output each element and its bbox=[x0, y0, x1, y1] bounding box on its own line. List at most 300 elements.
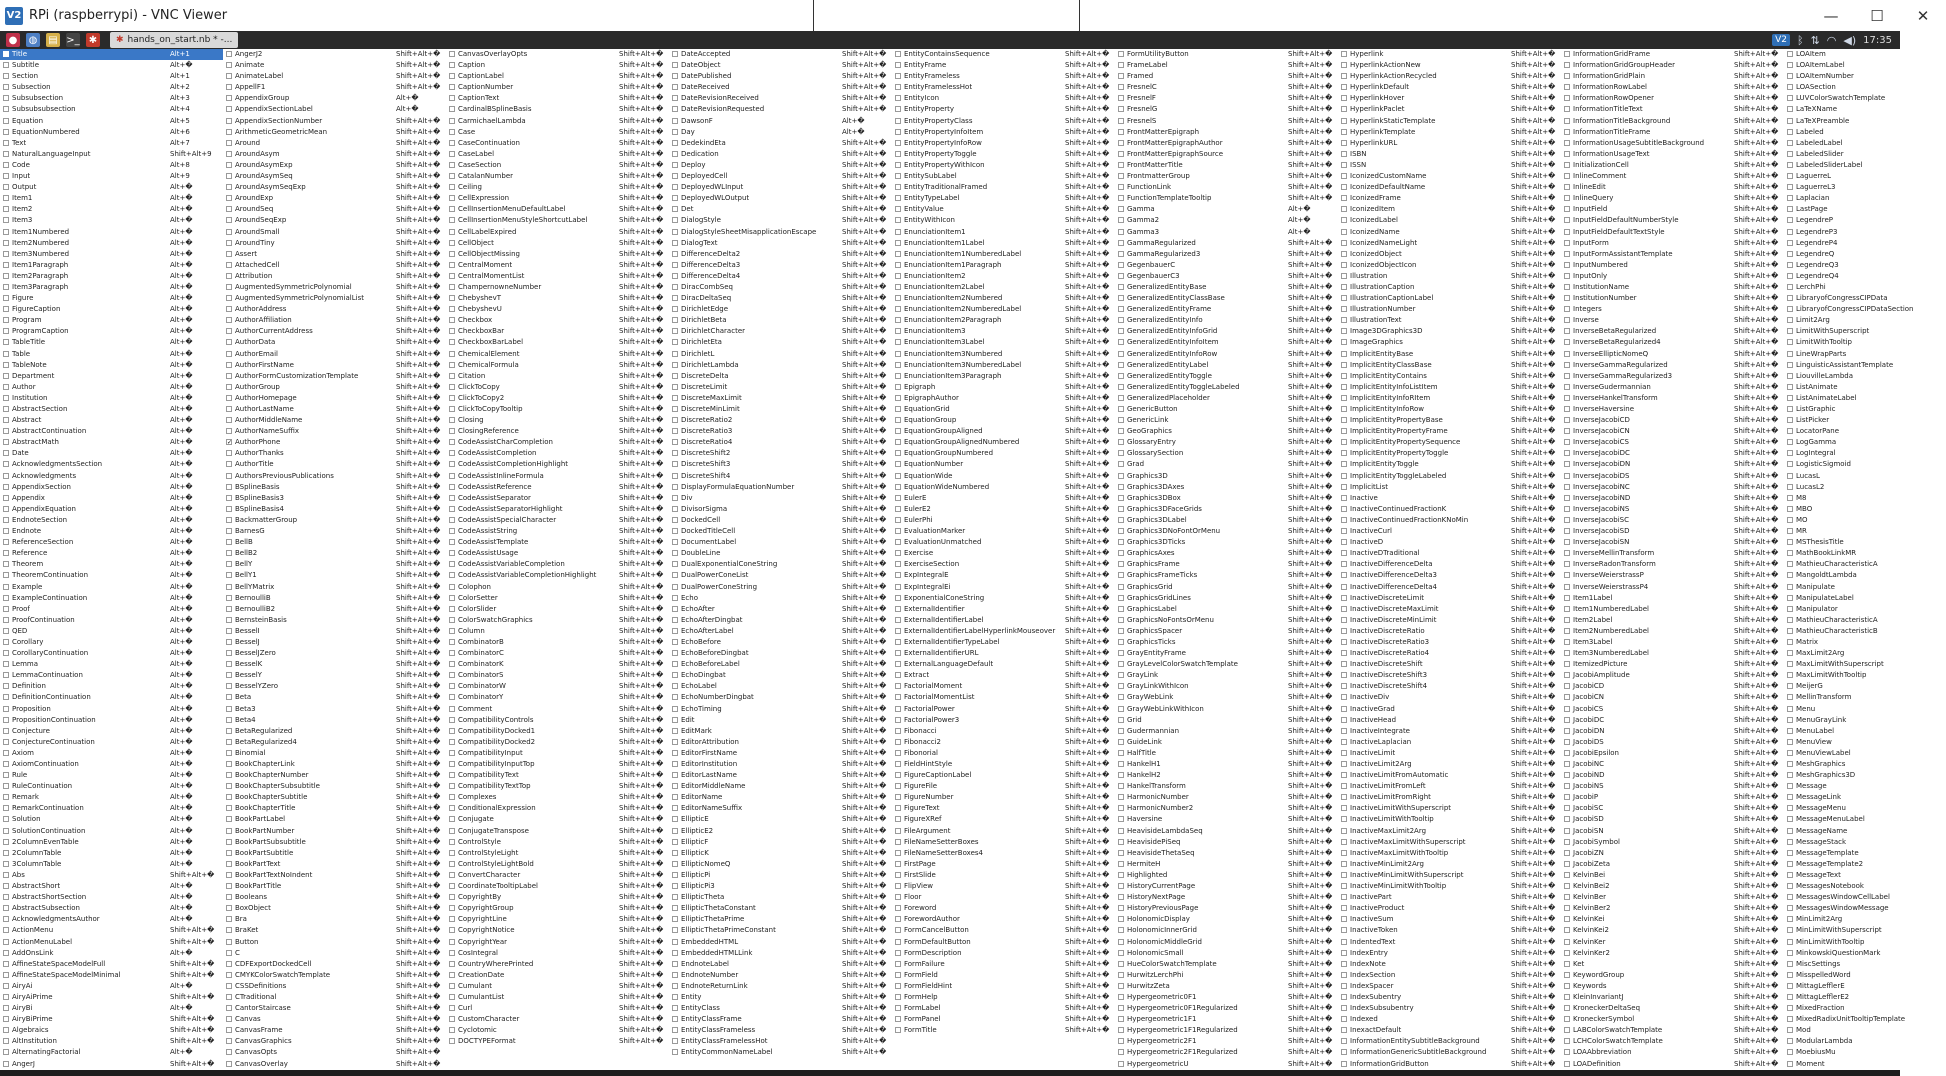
style-menu-item[interactable] bbox=[1561, 315, 1784, 326]
style-menu-item[interactable] bbox=[1338, 615, 1561, 626]
style-menu-item[interactable] bbox=[1115, 404, 1338, 415]
style-menu-item[interactable] bbox=[0, 803, 223, 814]
style-menu-item[interactable] bbox=[1338, 870, 1561, 881]
style-menu-item[interactable] bbox=[1115, 526, 1338, 537]
style-menu-item[interactable] bbox=[0, 870, 223, 881]
style-menu-item[interactable] bbox=[0, 881, 223, 892]
style-menu-item[interactable] bbox=[892, 659, 1115, 670]
style-menu-item[interactable] bbox=[892, 537, 1115, 548]
style-menu-item[interactable] bbox=[1784, 360, 1900, 371]
style-menu-item[interactable] bbox=[892, 104, 1115, 115]
style-menu-item[interactable] bbox=[669, 681, 892, 692]
style-menu-item[interactable] bbox=[223, 504, 446, 515]
style-menu-item[interactable] bbox=[669, 437, 892, 448]
style-menu-item[interactable] bbox=[223, 848, 446, 859]
style-menu-item[interactable] bbox=[1784, 848, 1900, 859]
style-menu-item[interactable] bbox=[0, 604, 223, 615]
style-menu-item[interactable] bbox=[223, 459, 446, 470]
browser-icon[interactable]: ◍ bbox=[26, 33, 40, 47]
style-menu-item[interactable] bbox=[446, 737, 669, 748]
style-menu-item[interactable] bbox=[1338, 60, 1561, 71]
style-menu-item[interactable] bbox=[0, 848, 223, 859]
style-menu-item[interactable] bbox=[1338, 781, 1561, 792]
style-menu-item[interactable] bbox=[669, 559, 892, 570]
style-menu-item[interactable] bbox=[1115, 759, 1338, 770]
style-menu-item[interactable] bbox=[446, 626, 669, 637]
style-menu-item[interactable] bbox=[892, 881, 1115, 892]
style-menu-item[interactable] bbox=[223, 271, 446, 282]
style-menu-item[interactable] bbox=[0, 82, 223, 93]
style-menu-item[interactable] bbox=[892, 437, 1115, 448]
style-menu-item[interactable] bbox=[446, 726, 669, 737]
style-menu-item[interactable] bbox=[892, 726, 1115, 737]
style-menu-item[interactable] bbox=[892, 260, 1115, 271]
style-menu-item[interactable] bbox=[1784, 704, 1900, 715]
style-menu-item[interactable] bbox=[1338, 160, 1561, 171]
style-menu-item[interactable] bbox=[1338, 215, 1561, 226]
style-menu-item[interactable] bbox=[1115, 903, 1338, 914]
style-menu-item[interactable] bbox=[1338, 948, 1561, 959]
style-menu-item[interactable] bbox=[1338, 726, 1561, 737]
style-menu-item[interactable] bbox=[0, 93, 223, 104]
style-menu-item[interactable] bbox=[1338, 1059, 1561, 1070]
style-menu-item[interactable] bbox=[446, 604, 669, 615]
style-menu-item[interactable] bbox=[1784, 493, 1900, 504]
style-menu-item[interactable] bbox=[1561, 337, 1784, 348]
style-menu-item[interactable] bbox=[1561, 615, 1784, 626]
style-menu-item[interactable] bbox=[1115, 659, 1338, 670]
style-menu-item[interactable] bbox=[892, 448, 1115, 459]
style-menu-item[interactable] bbox=[223, 981, 446, 992]
style-menu-item[interactable] bbox=[1338, 903, 1561, 914]
style-menu-item[interactable] bbox=[223, 404, 446, 415]
style-menu-item[interactable] bbox=[1115, 914, 1338, 925]
style-menu-item[interactable] bbox=[1115, 981, 1338, 992]
style-menu-item[interactable] bbox=[1784, 149, 1900, 160]
style-menu-item[interactable] bbox=[446, 227, 669, 238]
style-menu-item[interactable] bbox=[669, 349, 892, 360]
style-menu-item[interactable] bbox=[1115, 681, 1338, 692]
style-menu-item[interactable] bbox=[1561, 548, 1784, 559]
bluetooth-icon[interactable]: ᛒ bbox=[1796, 33, 1804, 47]
style-menu-item[interactable] bbox=[0, 826, 223, 837]
style-menu-item[interactable] bbox=[223, 160, 446, 171]
style-menu-item[interactable] bbox=[1784, 138, 1900, 149]
style-menu-item[interactable] bbox=[1115, 537, 1338, 548]
style-menu-item[interactable] bbox=[669, 981, 892, 992]
style-menu-item[interactable] bbox=[446, 981, 669, 992]
style-menu-item[interactable] bbox=[223, 515, 446, 526]
style-menu-item[interactable] bbox=[1338, 1036, 1561, 1047]
style-menu-item[interactable] bbox=[1115, 992, 1338, 1003]
style-menu-item[interactable] bbox=[669, 204, 892, 215]
style-menu-item[interactable] bbox=[1561, 737, 1784, 748]
style-menu-item[interactable] bbox=[892, 737, 1115, 748]
style-menu-item[interactable] bbox=[669, 282, 892, 293]
style-menu-item[interactable] bbox=[1338, 959, 1561, 970]
style-menu-item[interactable] bbox=[669, 1014, 892, 1025]
style-menu-item[interactable] bbox=[446, 759, 669, 770]
style-menu-item[interactable] bbox=[1115, 814, 1338, 825]
style-menu-item[interactable] bbox=[446, 848, 669, 859]
style-menu-item[interactable] bbox=[892, 60, 1115, 71]
style-menu-item[interactable] bbox=[1784, 71, 1900, 82]
terminal-icon[interactable]: >_ bbox=[66, 34, 80, 46]
style-menu-item[interactable] bbox=[669, 959, 892, 970]
style-menu-item[interactable] bbox=[1784, 171, 1900, 182]
style-menu-item[interactable] bbox=[0, 992, 223, 1003]
style-menu-item[interactable] bbox=[1338, 604, 1561, 615]
style-menu-item[interactable] bbox=[1338, 692, 1561, 703]
style-menu-item[interactable] bbox=[1561, 792, 1784, 803]
style-menu-item[interactable] bbox=[1115, 459, 1338, 470]
style-menu-item[interactable] bbox=[669, 903, 892, 914]
style-menu-item[interactable] bbox=[446, 349, 669, 360]
style-menu-item[interactable] bbox=[446, 504, 669, 515]
style-menu-item[interactable] bbox=[1115, 82, 1338, 93]
style-menu-item[interactable] bbox=[669, 659, 892, 670]
style-menu-item[interactable] bbox=[1784, 870, 1900, 881]
style-menu-item[interactable] bbox=[1784, 903, 1900, 914]
style-menu-item[interactable] bbox=[892, 326, 1115, 337]
style-menu-item[interactable] bbox=[1115, 171, 1338, 182]
style-menu-item[interactable] bbox=[446, 792, 669, 803]
style-menu-item[interactable] bbox=[1338, 859, 1561, 870]
style-menu-item[interactable] bbox=[669, 337, 892, 348]
style-menu-item[interactable] bbox=[223, 127, 446, 138]
style-menu-item[interactable] bbox=[1784, 548, 1900, 559]
style-menu-item[interactable] bbox=[1561, 892, 1784, 903]
style-menu-item[interactable] bbox=[1115, 426, 1338, 437]
style-menu-item[interactable] bbox=[669, 315, 892, 326]
style-menu-item[interactable] bbox=[0, 149, 223, 160]
style-menu-item[interactable] bbox=[446, 171, 669, 182]
style-menu-item[interactable] bbox=[1338, 637, 1561, 648]
style-menu-item[interactable] bbox=[1115, 515, 1338, 526]
style-menu-item[interactable] bbox=[1115, 792, 1338, 803]
style-menu-item[interactable] bbox=[1115, 71, 1338, 82]
style-menu-item[interactable] bbox=[1338, 149, 1561, 160]
style-menu-item[interactable] bbox=[0, 471, 223, 482]
style-menu-item[interactable] bbox=[446, 293, 669, 304]
style-menu-item[interactable] bbox=[1115, 704, 1338, 715]
style-menu-item[interactable] bbox=[669, 371, 892, 382]
style-menu-item[interactable] bbox=[1338, 570, 1561, 581]
style-menu-item[interactable] bbox=[1784, 715, 1900, 726]
style-menu-item[interactable] bbox=[1784, 726, 1900, 737]
style-menu-item[interactable] bbox=[892, 826, 1115, 837]
style-menu-item[interactable] bbox=[1338, 482, 1561, 493]
style-menu-item[interactable] bbox=[223, 881, 446, 892]
style-menu-item[interactable] bbox=[446, 260, 669, 271]
style-menu-item[interactable] bbox=[1784, 504, 1900, 515]
style-menu-item[interactable] bbox=[892, 692, 1115, 703]
style-menu-item[interactable] bbox=[1338, 238, 1561, 249]
style-menu-item[interactable] bbox=[0, 493, 223, 504]
style-menu-item[interactable] bbox=[1561, 537, 1784, 548]
style-menu-item[interactable] bbox=[1338, 182, 1561, 193]
style-menu-item[interactable] bbox=[1784, 826, 1900, 837]
minimize-button[interactable]: — bbox=[1823, 6, 1839, 25]
style-menu-item[interactable] bbox=[1115, 925, 1338, 936]
style-menu-item[interactable] bbox=[669, 227, 892, 238]
style-menu-item[interactable] bbox=[1784, 648, 1900, 659]
style-menu-item[interactable] bbox=[1115, 959, 1338, 970]
style-menu-item[interactable] bbox=[0, 648, 223, 659]
style-menu-item[interactable] bbox=[669, 138, 892, 149]
style-menu-item[interactable] bbox=[1338, 282, 1561, 293]
style-menu-item[interactable] bbox=[223, 914, 446, 925]
style-menu-item[interactable] bbox=[223, 326, 446, 337]
style-menu-item[interactable] bbox=[892, 515, 1115, 526]
style-menu-item[interactable] bbox=[446, 104, 669, 115]
style-menu-item[interactable] bbox=[892, 648, 1115, 659]
style-menu-item[interactable] bbox=[1784, 482, 1900, 493]
style-menu-item[interactable] bbox=[669, 803, 892, 814]
style-menu-item[interactable] bbox=[446, 859, 669, 870]
style-menu-item[interactable] bbox=[0, 559, 223, 570]
style-menu-item[interactable] bbox=[892, 393, 1115, 404]
style-menu-item[interactable] bbox=[669, 948, 892, 959]
style-menu-item[interactable] bbox=[1784, 349, 1900, 360]
style-menu-item[interactable] bbox=[1338, 992, 1561, 1003]
style-menu-item[interactable] bbox=[0, 1003, 223, 1014]
style-menu-item[interactable] bbox=[446, 814, 669, 825]
style-menu-item[interactable] bbox=[446, 204, 669, 215]
style-menu-item[interactable] bbox=[223, 970, 446, 981]
style-menu-item[interactable] bbox=[892, 382, 1115, 393]
style-menu-item[interactable] bbox=[892, 349, 1115, 360]
style-menu-item[interactable] bbox=[223, 260, 446, 271]
style-menu-item[interactable] bbox=[1561, 493, 1784, 504]
style-menu-item[interactable] bbox=[0, 704, 223, 715]
style-menu-item[interactable] bbox=[0, 548, 223, 559]
style-menu-item[interactable] bbox=[223, 792, 446, 803]
style-menu-item[interactable] bbox=[446, 582, 669, 593]
style-menu-item[interactable] bbox=[446, 315, 669, 326]
style-menu-item[interactable] bbox=[1561, 1047, 1784, 1058]
style-menu-item[interactable] bbox=[1561, 227, 1784, 238]
style-menu-item[interactable] bbox=[669, 249, 892, 260]
style-menu-item[interactable] bbox=[446, 493, 669, 504]
style-menu-item[interactable] bbox=[1115, 293, 1338, 304]
style-menu-item[interactable] bbox=[1784, 304, 1914, 315]
style-menu-item[interactable] bbox=[1338, 715, 1561, 726]
style-menu-item[interactable] bbox=[0, 837, 223, 848]
style-menu-item[interactable] bbox=[1115, 260, 1338, 271]
style-menu-item[interactable] bbox=[1115, 970, 1338, 981]
style-menu-item[interactable] bbox=[0, 459, 223, 470]
style-menu-item[interactable] bbox=[669, 648, 892, 659]
style-menu-item[interactable] bbox=[1561, 637, 1784, 648]
style-menu-item[interactable] bbox=[0, 570, 223, 581]
style-menu-item[interactable] bbox=[0, 193, 223, 204]
style-menu-item[interactable] bbox=[669, 837, 892, 848]
style-menu-item[interactable] bbox=[1338, 681, 1561, 692]
style-menu-item[interactable] bbox=[1561, 127, 1784, 138]
style-menu-item[interactable] bbox=[1784, 992, 1900, 1003]
style-menu-item[interactable] bbox=[1338, 1003, 1561, 1014]
style-menu-item[interactable] bbox=[1784, 881, 1900, 892]
style-menu-item[interactable] bbox=[892, 715, 1115, 726]
style-menu-item[interactable] bbox=[1561, 848, 1784, 859]
style-menu-item[interactable] bbox=[446, 615, 669, 626]
style-menu-item[interactable] bbox=[223, 426, 446, 437]
style-menu-item[interactable] bbox=[1115, 715, 1338, 726]
style-menu-item[interactable] bbox=[1561, 204, 1784, 215]
style-menu-item[interactable] bbox=[223, 93, 446, 104]
style-menu-item[interactable] bbox=[223, 814, 446, 825]
style-menu-item[interactable] bbox=[223, 892, 446, 903]
style-menu-item[interactable] bbox=[1338, 848, 1561, 859]
style-menu-item[interactable] bbox=[1784, 82, 1900, 93]
style-menu-item[interactable] bbox=[446, 670, 669, 681]
style-menu-item[interactable] bbox=[1338, 82, 1561, 93]
style-menu-item[interactable] bbox=[0, 715, 223, 726]
style-menu-item[interactable] bbox=[892, 304, 1115, 315]
style-menu-item[interactable] bbox=[1784, 1025, 1900, 1036]
style-menu-item[interactable] bbox=[223, 116, 446, 127]
style-menu-item[interactable] bbox=[1115, 471, 1338, 482]
style-menu-item[interactable] bbox=[892, 49, 1115, 60]
style-menu-item[interactable] bbox=[892, 759, 1115, 770]
style-menu-item[interactable] bbox=[1784, 770, 1900, 781]
style-menu-item[interactable] bbox=[669, 448, 892, 459]
style-menu-item[interactable] bbox=[1561, 626, 1784, 637]
style-menu-item[interactable] bbox=[1784, 293, 1900, 304]
style-menu-item[interactable] bbox=[446, 892, 669, 903]
style-menu-item[interactable] bbox=[1338, 360, 1561, 371]
style-menu-item[interactable] bbox=[892, 1003, 1115, 1014]
style-menu-item[interactable] bbox=[1338, 548, 1561, 559]
style-menu-item[interactable] bbox=[223, 482, 446, 493]
style-menu-item[interactable] bbox=[223, 138, 446, 149]
style-menu-item[interactable] bbox=[1561, 582, 1784, 593]
style-menu-item[interactable] bbox=[1115, 937, 1338, 948]
style-menu-item[interactable] bbox=[0, 349, 223, 360]
style-menu-item[interactable] bbox=[0, 326, 223, 337]
style-menu-item[interactable] bbox=[446, 881, 669, 892]
style-menu-item[interactable] bbox=[1561, 604, 1784, 615]
style-menu-item[interactable] bbox=[1115, 826, 1338, 837]
style-menu-item[interactable] bbox=[1115, 1003, 1338, 1014]
style-menu-item[interactable] bbox=[1561, 759, 1784, 770]
style-menu-item[interactable] bbox=[0, 448, 223, 459]
style-menu-item[interactable] bbox=[223, 393, 446, 404]
style-menu-item[interactable] bbox=[0, 171, 223, 182]
style-menu-item[interactable] bbox=[446, 82, 669, 93]
style-menu-item[interactable] bbox=[1338, 814, 1561, 825]
style-menu-item[interactable] bbox=[669, 781, 892, 792]
style-menu-item[interactable] bbox=[223, 315, 446, 326]
style-menu-item[interactable] bbox=[0, 981, 223, 992]
style-menu-item[interactable] bbox=[1115, 493, 1338, 504]
style-menu-item[interactable] bbox=[669, 260, 892, 271]
style-menu-item[interactable] bbox=[0, 382, 223, 393]
style-menu-item[interactable] bbox=[223, 304, 446, 315]
style-menu-item[interactable] bbox=[1784, 537, 1900, 548]
style-menu-item[interactable] bbox=[1338, 826, 1561, 837]
style-menu-item[interactable] bbox=[669, 925, 892, 936]
style-menu-item[interactable] bbox=[1784, 160, 1900, 171]
style-menu-item[interactable] bbox=[0, 692, 223, 703]
style-menu-item[interactable] bbox=[1115, 559, 1338, 570]
style-menu-item[interactable] bbox=[223, 959, 446, 970]
style-menu-item[interactable] bbox=[0, 948, 223, 959]
style-menu-item[interactable] bbox=[0, 127, 223, 138]
style-menu-item[interactable] bbox=[669, 193, 892, 204]
style-menu-item[interactable] bbox=[223, 692, 446, 703]
style-menu-item[interactable] bbox=[669, 759, 892, 770]
style-menu-item[interactable] bbox=[1561, 959, 1784, 970]
style-menu-item[interactable] bbox=[1561, 171, 1784, 182]
style-menu-item[interactable] bbox=[1338, 837, 1561, 848]
style-menu-item[interactable] bbox=[1561, 1014, 1784, 1025]
style-menu-item[interactable] bbox=[1338, 582, 1561, 593]
style-menu-item[interactable] bbox=[1338, 493, 1561, 504]
style-menu-item[interactable] bbox=[669, 1047, 892, 1058]
style-menu-item[interactable] bbox=[1338, 981, 1561, 992]
style-menu-item[interactable] bbox=[1115, 182, 1338, 193]
style-menu-item[interactable] bbox=[1115, 360, 1338, 371]
style-menu-item[interactable] bbox=[669, 1036, 892, 1047]
style-menu-item[interactable] bbox=[1115, 692, 1338, 703]
style-menu-item[interactable] bbox=[1561, 948, 1784, 959]
style-menu-item[interactable] bbox=[1115, 371, 1338, 382]
style-menu-item[interactable] bbox=[1784, 626, 1900, 637]
style-menu-item[interactable] bbox=[1338, 104, 1561, 115]
style-menu-item[interactable] bbox=[1784, 937, 1900, 948]
style-menu-item[interactable] bbox=[223, 415, 446, 426]
style-menu-item[interactable] bbox=[892, 371, 1115, 382]
style-menu-item[interactable] bbox=[1338, 792, 1561, 803]
style-menu-item[interactable] bbox=[1338, 1014, 1561, 1025]
style-menu-item[interactable] bbox=[892, 93, 1115, 104]
style-menu-item[interactable] bbox=[0, 293, 223, 304]
style-menu-item[interactable] bbox=[1115, 748, 1338, 759]
style-menu-item[interactable] bbox=[0, 615, 223, 626]
style-menu-item[interactable] bbox=[223, 748, 446, 759]
style-menu-item[interactable] bbox=[446, 770, 669, 781]
style-menu-item[interactable] bbox=[0, 903, 223, 914]
style-menu-item[interactable] bbox=[1784, 970, 1900, 981]
style-menu-item[interactable] bbox=[669, 670, 892, 681]
style-menu-item[interactable] bbox=[1115, 593, 1338, 604]
style-menu-item[interactable] bbox=[1338, 803, 1561, 814]
style-menu-item[interactable] bbox=[1338, 293, 1561, 304]
style-menu-item[interactable] bbox=[1561, 182, 1784, 193]
style-menu-item[interactable] bbox=[0, 360, 223, 371]
style-menu-item[interactable] bbox=[892, 282, 1115, 293]
style-menu-item[interactable] bbox=[892, 570, 1115, 581]
style-menu-item[interactable] bbox=[1115, 93, 1338, 104]
style-menu-item[interactable] bbox=[1115, 60, 1338, 71]
style-menu-item[interactable] bbox=[892, 859, 1115, 870]
style-menu-item[interactable] bbox=[446, 404, 669, 415]
style-menu-item[interactable] bbox=[1115, 859, 1338, 870]
style-menu-item[interactable] bbox=[223, 593, 446, 604]
style-menu-item[interactable] bbox=[446, 193, 669, 204]
style-menu-item[interactable] bbox=[1115, 138, 1338, 149]
style-menu-item[interactable] bbox=[1561, 459, 1784, 470]
style-menu-item[interactable] bbox=[223, 726, 446, 737]
style-menu-item[interactable] bbox=[446, 970, 669, 981]
style-menu-item[interactable] bbox=[892, 493, 1115, 504]
style-menu-item[interactable] bbox=[892, 626, 1115, 637]
style-menu-item[interactable] bbox=[1561, 249, 1784, 260]
style-menu-item[interactable] bbox=[1561, 60, 1784, 71]
style-menu-item[interactable] bbox=[1115, 282, 1338, 293]
